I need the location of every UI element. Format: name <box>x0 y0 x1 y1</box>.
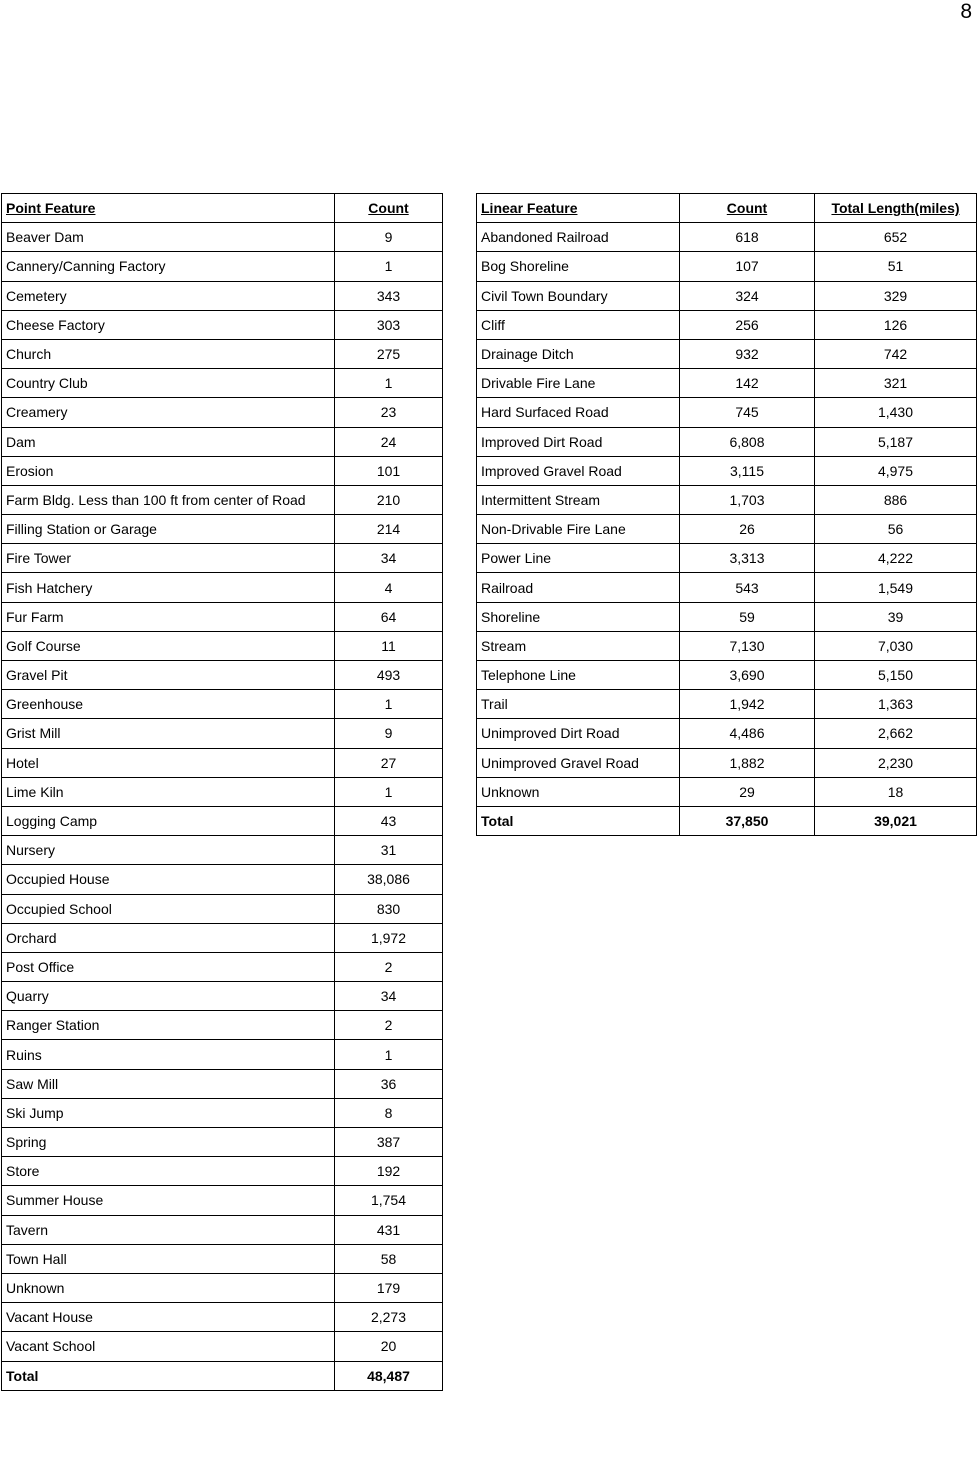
feature-cell: Unknown <box>477 777 680 806</box>
table-row <box>2 602 443 631</box>
table-row <box>2 836 443 865</box>
point-feature-header: Point Feature <box>2 194 335 223</box>
feature-cell: Quarry <box>2 982 335 1011</box>
table-row <box>2 573 443 602</box>
table-row <box>2 544 443 573</box>
feature-cell: Fur Farm <box>2 602 335 631</box>
count-cell: 24 <box>335 427 443 456</box>
count-cell: 7,130 <box>680 631 815 660</box>
length-cell: 7,030 <box>815 631 977 660</box>
feature-cell: Improved Gravel Road <box>477 456 680 485</box>
table-row <box>477 690 977 719</box>
length-cell: 742 <box>815 339 977 368</box>
count-cell: 192 <box>335 1157 443 1186</box>
total-length-cell: 39,021 <box>815 806 977 835</box>
count-cell: 618 <box>680 223 815 252</box>
feature-cell: Post Office <box>2 952 335 981</box>
table-row <box>477 573 977 602</box>
feature-cell: Hotel <box>2 748 335 777</box>
table-row <box>2 806 443 835</box>
count-cell: 303 <box>335 310 443 339</box>
length-cell: 1,549 <box>815 573 977 602</box>
count-cell: 27 <box>335 748 443 777</box>
length-cell: 126 <box>815 310 977 339</box>
count-cell: 3,313 <box>680 544 815 573</box>
count-cell: 9 <box>335 719 443 748</box>
count-cell: 179 <box>335 1273 443 1302</box>
table-row <box>2 748 443 777</box>
table-row <box>2 865 443 894</box>
count-cell: 31 <box>335 836 443 865</box>
feature-cell: Cannery/Canning Factory <box>2 252 335 281</box>
feature-cell: Logging Camp <box>2 806 335 835</box>
table-row <box>2 223 443 252</box>
feature-cell: Non-Drivable Fire Lane <box>477 515 680 544</box>
feature-cell: Tavern <box>2 1215 335 1244</box>
feature-cell: Fish Hatchery <box>2 573 335 602</box>
table-row <box>2 252 443 281</box>
count-cell: 34 <box>335 982 443 1011</box>
table-row <box>477 223 977 252</box>
count-cell: 36 <box>335 1069 443 1098</box>
count-cell: 9 <box>335 223 443 252</box>
count-cell: 29 <box>680 777 815 806</box>
count-cell: 493 <box>335 661 443 690</box>
length-cell: 5,187 <box>815 427 977 456</box>
feature-cell: Nursery <box>2 836 335 865</box>
count-cell: 34 <box>335 544 443 573</box>
table-row <box>477 310 977 339</box>
point-count-header: Count <box>335 194 443 223</box>
point-table-header-row <box>2 194 443 223</box>
feature-cell: Civil Town Boundary <box>477 281 680 310</box>
feature-cell: Stream <box>477 631 680 660</box>
feature-cell: Store <box>2 1157 335 1186</box>
table-row <box>2 281 443 310</box>
linear-table-header-row <box>477 194 977 223</box>
feature-cell: Fire Tower <box>2 544 335 573</box>
table-row <box>2 982 443 1011</box>
feature-cell: Greenhouse <box>2 690 335 719</box>
feature-cell: Ski Jump <box>2 1098 335 1127</box>
feature-cell: Vacant School <box>2 1332 335 1361</box>
count-cell: 214 <box>335 515 443 544</box>
count-cell: 20 <box>335 1332 443 1361</box>
feature-cell: Creamery <box>2 398 335 427</box>
count-cell: 1 <box>335 252 443 281</box>
count-cell: 1,882 <box>680 748 815 777</box>
table-row <box>477 631 977 660</box>
feature-cell: Church <box>2 339 335 368</box>
length-cell: 18 <box>815 777 977 806</box>
table-row <box>2 1303 443 1332</box>
table-row <box>477 661 977 690</box>
feature-cell: Dam <box>2 427 335 456</box>
table-row <box>2 1157 443 1186</box>
count-cell: 4 <box>335 573 443 602</box>
table-row <box>2 952 443 981</box>
table-row <box>2 369 443 398</box>
table-row <box>477 777 977 806</box>
length-cell: 1,430 <box>815 398 977 427</box>
count-cell: 932 <box>680 339 815 368</box>
feature-cell: Drivable Fire Lane <box>477 369 680 398</box>
table-row <box>2 719 443 748</box>
count-cell: 43 <box>335 806 443 835</box>
table-row <box>2 1332 443 1361</box>
feature-cell: Beaver Dam <box>2 223 335 252</box>
count-cell: 6,808 <box>680 427 815 456</box>
count-cell: 256 <box>680 310 815 339</box>
table-row <box>2 1040 443 1069</box>
count-cell: 387 <box>335 1128 443 1157</box>
feature-cell: Occupied School <box>2 894 335 923</box>
table-row <box>2 1069 443 1098</box>
count-cell: 324 <box>680 281 815 310</box>
feature-cell: Bog Shoreline <box>477 252 680 281</box>
length-cell: 321 <box>815 369 977 398</box>
count-cell: 1 <box>335 690 443 719</box>
feature-cell: Spring <box>2 1128 335 1157</box>
count-cell: 107 <box>680 252 815 281</box>
count-cell: 4,486 <box>680 719 815 748</box>
count-cell: 1 <box>335 369 443 398</box>
table-row <box>2 515 443 544</box>
table-row <box>2 923 443 952</box>
table-row <box>477 427 977 456</box>
table-row <box>2 1098 443 1127</box>
table-row <box>477 281 977 310</box>
feature-cell: Trail <box>477 690 680 719</box>
table-row <box>2 1011 443 1040</box>
feature-cell: Power Line <box>477 544 680 573</box>
total-count-cell: 37,850 <box>680 806 815 835</box>
length-cell: 51 <box>815 252 977 281</box>
count-cell: 1 <box>335 777 443 806</box>
count-cell: 64 <box>335 602 443 631</box>
count-cell: 26 <box>680 515 815 544</box>
length-cell: 5,150 <box>815 661 977 690</box>
table-row <box>2 1128 443 1157</box>
count-cell: 3,690 <box>680 661 815 690</box>
length-cell: 652 <box>815 223 977 252</box>
feature-cell: Unknown <box>2 1273 335 1302</box>
count-cell: 1,754 <box>335 1186 443 1215</box>
length-cell: 1,363 <box>815 690 977 719</box>
table-row <box>2 310 443 339</box>
feature-cell: Town Hall <box>2 1244 335 1273</box>
table-row <box>2 485 443 514</box>
count-cell: 1,942 <box>680 690 815 719</box>
page-number: 8 <box>960 0 972 23</box>
table-row <box>2 1244 443 1273</box>
table-row <box>477 369 977 398</box>
length-cell: 4,975 <box>815 456 977 485</box>
count-cell: 23 <box>335 398 443 427</box>
feature-cell: Abandoned Railroad <box>477 223 680 252</box>
feature-cell: Lime Kiln <box>2 777 335 806</box>
length-cell: 886 <box>815 485 977 514</box>
count-cell: 58 <box>335 1244 443 1273</box>
count-cell: 343 <box>335 281 443 310</box>
point-table-body <box>2 223 443 1391</box>
feature-cell: Saw Mill <box>2 1069 335 1098</box>
length-cell: 4,222 <box>815 544 977 573</box>
table-row <box>2 631 443 660</box>
count-cell: 1,972 <box>335 923 443 952</box>
count-cell: 59 <box>680 602 815 631</box>
feature-cell: Improved Dirt Road <box>477 427 680 456</box>
table-row <box>2 894 443 923</box>
table-row <box>477 748 977 777</box>
feature-cell: Unimproved Gravel Road <box>477 748 680 777</box>
feature-cell: Shoreline <box>477 602 680 631</box>
total-row <box>477 806 977 835</box>
total-feature-cell: Total <box>2 1361 335 1390</box>
table-row <box>2 398 443 427</box>
feature-cell: Telephone Line <box>477 661 680 690</box>
feature-cell: Cemetery <box>2 281 335 310</box>
feature-cell: Cliff <box>477 310 680 339</box>
point-feature-table <box>1 193 443 1391</box>
count-cell: 11 <box>335 631 443 660</box>
count-cell: 1 <box>335 1040 443 1069</box>
feature-cell: Railroad <box>477 573 680 602</box>
linear-count-header: Count <box>680 194 815 223</box>
total-row <box>2 1361 443 1390</box>
linear-feature-header: Linear Feature <box>477 194 680 223</box>
count-cell: 745 <box>680 398 815 427</box>
table-row <box>477 252 977 281</box>
count-cell: 830 <box>335 894 443 923</box>
feature-cell: Erosion <box>2 456 335 485</box>
count-cell: 3,115 <box>680 456 815 485</box>
total-count-cell: 48,487 <box>335 1361 443 1390</box>
total-feature-cell: Total <box>477 806 680 835</box>
table-row <box>477 602 977 631</box>
count-cell: 2 <box>335 952 443 981</box>
table-row <box>2 1215 443 1244</box>
table-row <box>477 544 977 573</box>
count-cell: 38,086 <box>335 865 443 894</box>
feature-cell: Ranger Station <box>2 1011 335 1040</box>
table-row <box>2 777 443 806</box>
table-row <box>477 485 977 514</box>
feature-cell: Orchard <box>2 923 335 952</box>
length-cell: 329 <box>815 281 977 310</box>
count-cell: 101 <box>335 456 443 485</box>
count-cell: 431 <box>335 1215 443 1244</box>
table-row <box>2 1186 443 1215</box>
count-cell: 2,273 <box>335 1303 443 1332</box>
feature-cell: Golf Course <box>2 631 335 660</box>
table-row <box>477 719 977 748</box>
table-row <box>2 427 443 456</box>
linear-table-body <box>477 223 977 836</box>
count-cell: 2 <box>335 1011 443 1040</box>
count-cell: 275 <box>335 339 443 368</box>
feature-cell: Grist Mill <box>2 719 335 748</box>
feature-cell: Farm Bldg. Less than 100 ft from center of Road <box>2 485 335 514</box>
count-cell: 1,703 <box>680 485 815 514</box>
feature-cell: Occupied House <box>2 865 335 894</box>
table-row <box>477 398 977 427</box>
count-cell: 8 <box>335 1098 443 1127</box>
table-row <box>2 690 443 719</box>
table-row <box>2 1273 443 1302</box>
feature-cell: Summer House <box>2 1186 335 1215</box>
length-cell: 2,230 <box>815 748 977 777</box>
table-row <box>2 456 443 485</box>
table-row <box>477 515 977 544</box>
feature-cell: Vacant House <box>2 1303 335 1332</box>
count-cell: 543 <box>680 573 815 602</box>
feature-cell: Ruins <box>2 1040 335 1069</box>
feature-cell: Filling Station or Garage <box>2 515 335 544</box>
feature-cell: Unimproved Dirt Road <box>477 719 680 748</box>
feature-cell: Intermittent Stream <box>477 485 680 514</box>
linear-feature-table <box>476 193 977 836</box>
table-row <box>2 661 443 690</box>
table-row <box>477 339 977 368</box>
feature-cell: Hard Surfaced Road <box>477 398 680 427</box>
feature-cell: Country Club <box>2 369 335 398</box>
count-cell: 210 <box>335 485 443 514</box>
count-cell: 142 <box>680 369 815 398</box>
length-cell: 39 <box>815 602 977 631</box>
feature-cell: Gravel Pit <box>2 661 335 690</box>
length-cell: 2,662 <box>815 719 977 748</box>
linear-length-header: Total Length(miles) <box>815 194 977 223</box>
feature-cell: Cheese Factory <box>2 310 335 339</box>
feature-cell: Drainage Ditch <box>477 339 680 368</box>
table-row <box>477 456 977 485</box>
length-cell: 56 <box>815 515 977 544</box>
table-row <box>2 339 443 368</box>
